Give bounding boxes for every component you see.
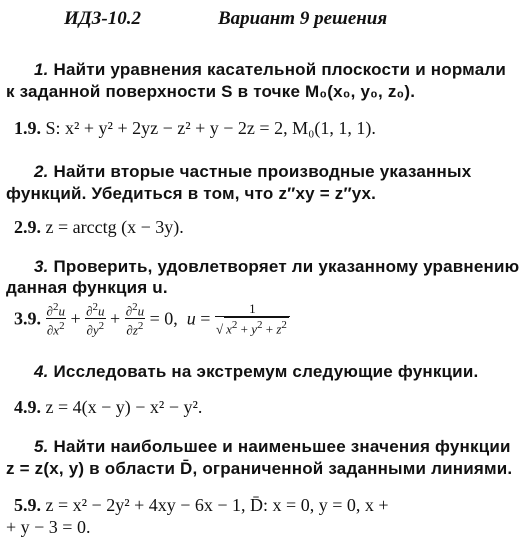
task-3-line-1 (34, 257, 519, 277)
fraction-d2u-dx2: $\frac{\partial^2u}{\partial x^2}$ (46, 301, 65, 338)
task-2-text-1: Найти вторые частные производные указанных (53, 162, 472, 181)
task-1-item (14, 118, 376, 139)
task-5-item-expr-2: + y − 3 = 0. (6, 517, 91, 537)
task-5-text-2: z = z(x, y) в области D̄, ограниченной заданными линиями. (6, 459, 513, 478)
task-1-item-expr: S: x² + y² + 2yz − z² + y − 2z = 2, M₀(1, 1, 1). (45, 118, 376, 138)
task-3-text-1: Проверить, удовлетворяет ли указанному уравнению (53, 257, 520, 276)
task-4-item (14, 397, 202, 418)
task-1-line-1 (34, 60, 506, 80)
task-2-item-label: 2.9. (14, 217, 41, 237)
task-4-number: 4. (34, 362, 49, 381)
task-2-line-1 (34, 162, 471, 182)
task-2-number: 2. (34, 162, 49, 181)
task-3-item-label: 3.9. (14, 308, 41, 329)
fraction-d2u-dz2: $\frac{\partial^2u}{\partial z^2}$ (125, 301, 145, 338)
doc-title: ИДЗ-10.2 (64, 8, 142, 29)
variant-title: Вариант 9 решения (218, 8, 388, 29)
task-4-line-1 (34, 362, 478, 382)
task-5-item-label: 5.9. (14, 495, 41, 515)
fraction-u: $\frac{1}{√ x^2 + y^2 + z^2}$ (215, 302, 290, 336)
task-1-item-label: 1.9. (14, 118, 41, 138)
task-2-item-expr: z = arcctg (x − 3y). (45, 217, 184, 237)
task-4-item-expr: z = 4(x − y) − x² − y². (45, 397, 203, 417)
task-3-text-2: данная функция u. (6, 278, 168, 297)
task-4-item-label: 4.9. (14, 397, 41, 417)
task-4-text-1: Исследовать на экстремум следующие функции. (53, 362, 479, 381)
task-2-text-2: функций. Убедиться в том, что z″xy = z″yx. (6, 184, 377, 203)
task-5-item-expr-1: z = x² − 2y² + 4xy − 6x − 1, D̄: x = 0, y = 0, x + (45, 495, 389, 515)
task-5-number: 5. (34, 437, 49, 456)
task-2-item (14, 217, 184, 238)
task-5-line-1 (34, 437, 511, 457)
fraction-d2u-dy2: $\frac{\partial^2u}{\partial y^2}$ (86, 301, 105, 338)
task-1-text-1: Найти уравнения касательной плоскости и нормали (53, 60, 507, 79)
task-3-number: 3. (34, 257, 49, 276)
task-1-number: 1. (34, 60, 49, 79)
task-3-item: 3.9. $\frac{\partial^2u}{\partial x^2}$ + $\frac{\partial^2u}{\partial y^2}$ + $\frac{\partial^2u}{\partial z^2}$ = 0, u = $\frac{1}{√ x^2 + y^2 + z^2}$ (14, 300, 290, 338)
task-5-text-1: Найти наибольшее и наименьшее значения функции (53, 437, 511, 456)
task-1-text-2: к заданной поверхности S в точке M₀(x₀, y₀, z₀). (6, 82, 416, 101)
task-5-item (14, 495, 389, 516)
